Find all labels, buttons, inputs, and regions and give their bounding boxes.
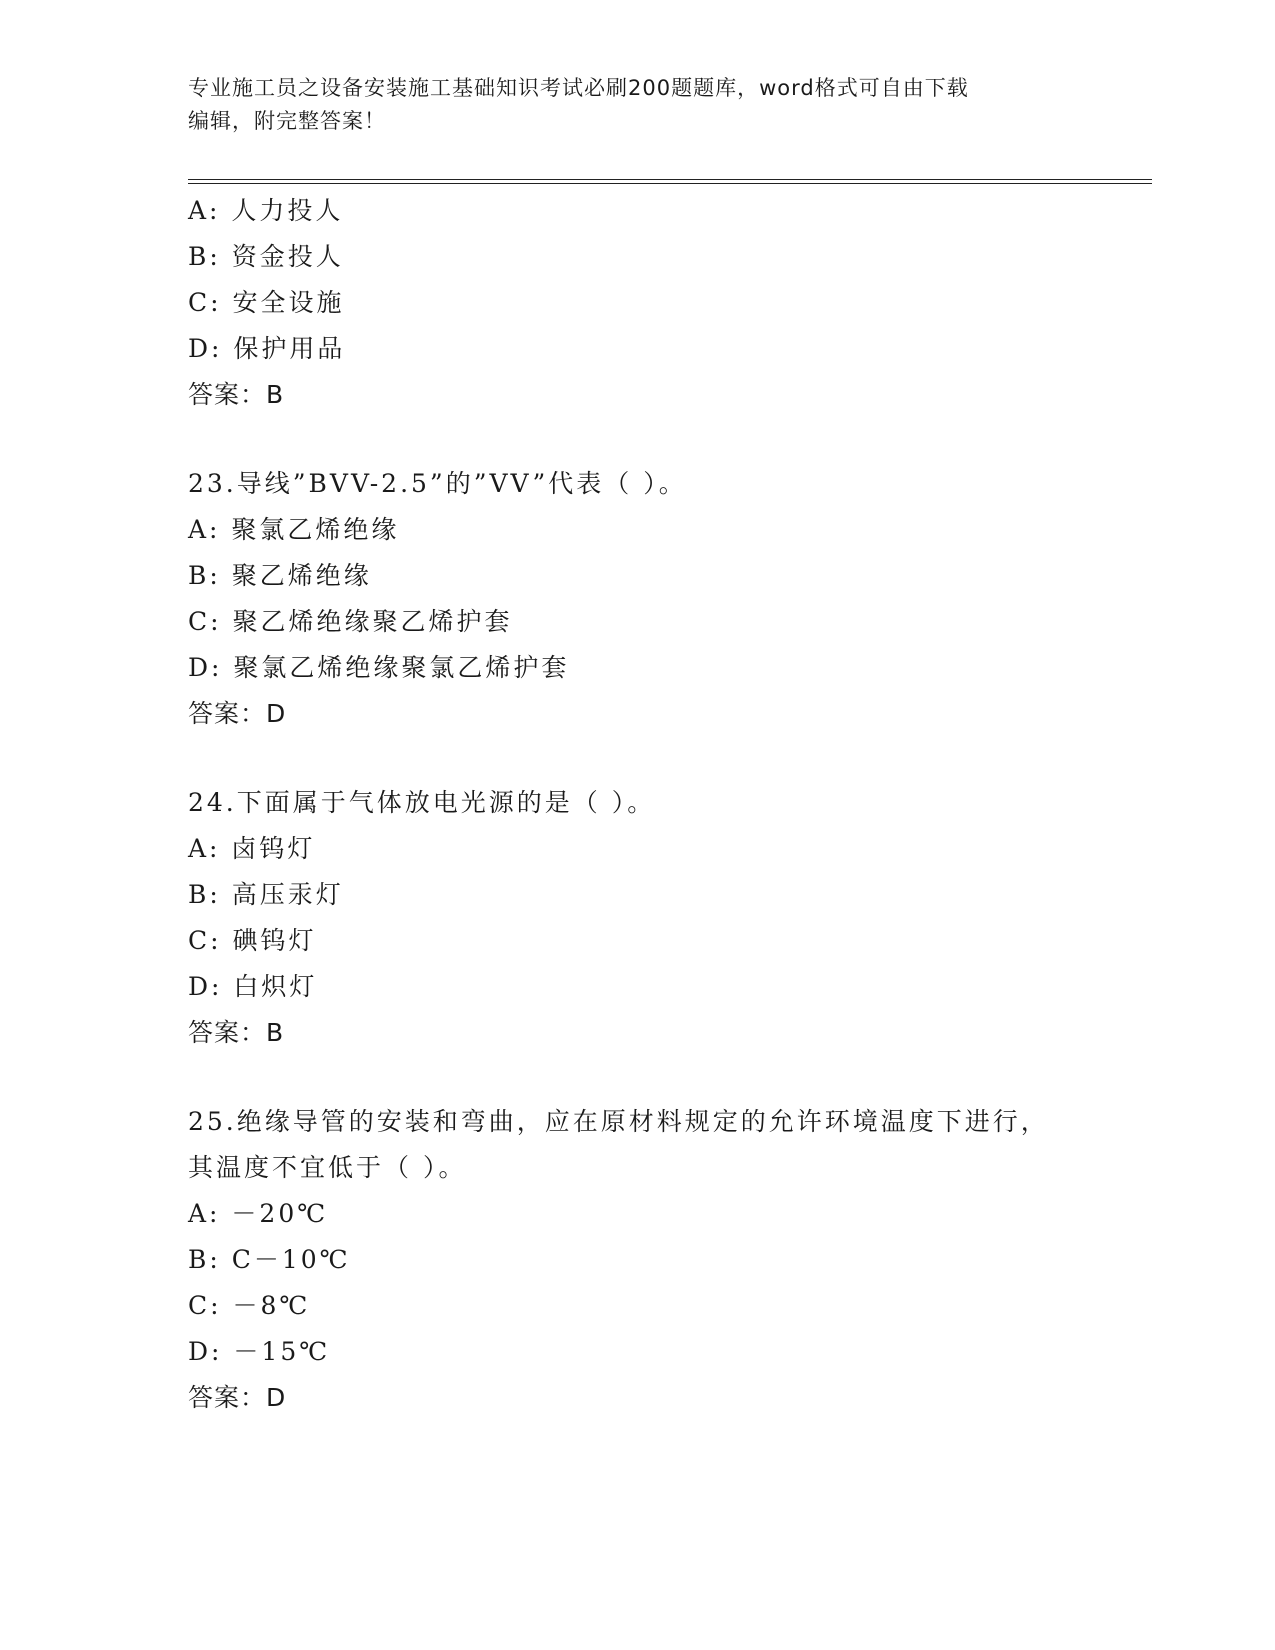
option-b: B: 高压汞灯 <box>188 880 344 909</box>
option-b: B: C－10℃ <box>188 1245 351 1274</box>
header-line-1: 专业施工员之设备安装施工基础知识考试必刷200题题库，word格式可自由下载 <box>188 76 969 100</box>
question-block-24 <box>188 780 1108 1056</box>
option-c: C: －8℃ <box>188 1291 311 1320</box>
option-d: D: 白炽灯 <box>188 972 318 1001</box>
option-a: A: －20℃ <box>188 1199 329 1228</box>
spacer <box>188 1056 1108 1099</box>
option-b: B: 聚乙烯绝缘 <box>188 561 372 590</box>
header-divider-bottom <box>188 183 1152 184</box>
header-divider-top <box>188 179 1152 180</box>
question-block-25 <box>188 1099 1108 1421</box>
option-d: D: 保护用品 <box>188 334 346 363</box>
answer-label: 答案：D <box>188 1383 287 1412</box>
spacer <box>188 737 1108 780</box>
option-d: D: 聚氯乙烯绝缘聚氯乙烯护套 <box>188 653 570 682</box>
option-d: D: －15℃ <box>188 1337 331 1366</box>
question-block-22 <box>188 188 1108 418</box>
question-text: 23.导线”BVV-2.5”的”VV”代表（ ）。 <box>188 469 687 498</box>
answer-label: 答案：B <box>188 380 285 409</box>
option-a: A: 人力投人 <box>188 196 344 225</box>
answer-label: 答案：B <box>188 1018 285 1047</box>
option-a: A: 卤钨灯 <box>188 834 316 863</box>
question-text-line-1: 25.绝缘导管的安装和弯曲，应在原材料规定的允许环境温度下进行， <box>188 1107 1049 1136</box>
question-list <box>188 188 1108 1421</box>
question-text: 24.下面属于气体放电光源的是（ ）。 <box>188 788 656 817</box>
option-c: C: 聚乙烯绝缘聚乙烯护套 <box>188 607 513 636</box>
option-c: C: 安全设施 <box>188 288 345 317</box>
question-block-23 <box>188 461 1108 737</box>
spacer <box>188 418 1108 461</box>
option-c: C: 碘钨灯 <box>188 926 317 955</box>
option-b: B: 资金投人 <box>188 242 344 271</box>
header-line-2: 编辑，附完整答案！ <box>188 109 386 133</box>
option-a: A: 聚氯乙烯绝缘 <box>188 515 400 544</box>
question-text-line-2: 其温度不宜低于（ ）。 <box>188 1153 467 1182</box>
answer-label: 答案：D <box>188 699 287 728</box>
document-header <box>188 72 1088 138</box>
